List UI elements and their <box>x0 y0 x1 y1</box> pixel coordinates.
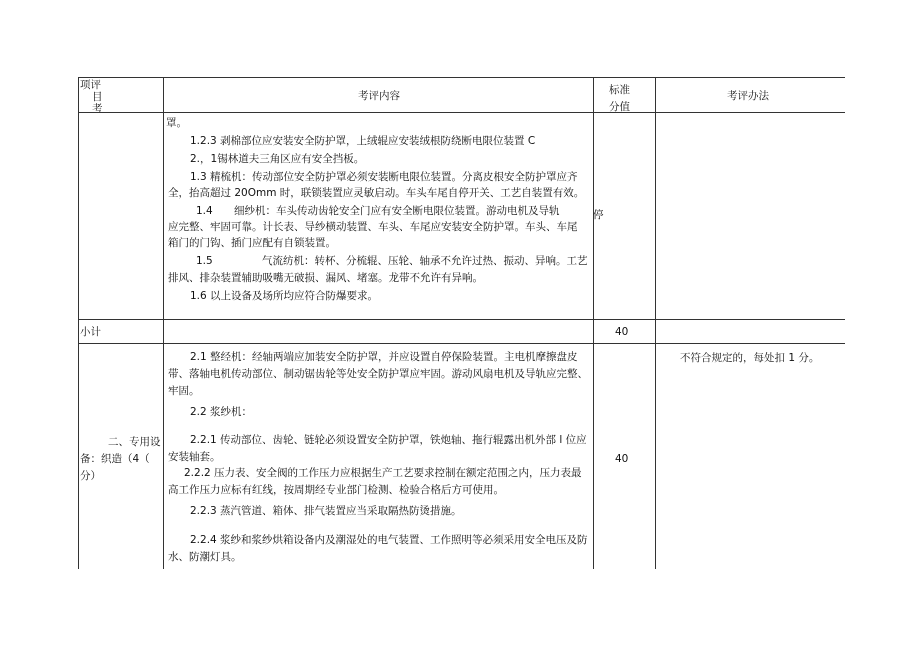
grid-col4-line <box>655 77 656 569</box>
row1-line: 1.2.3 剥棉部位应安装安全防护罩，上绒辊应安装绒根防绕断电限位装置 C <box>190 135 536 147</box>
grid-col3-line <box>593 77 594 569</box>
header-item-line-1: 项评 <box>80 79 101 91</box>
header-method: 考评办法 <box>727 90 769 102</box>
grid-top-line <box>78 77 845 78</box>
row1-line: 应完整、牢固可靠。计长表、导纱横动装置、车头、车尾应安装安全防护罩。车头、车尾 <box>168 221 578 233</box>
row1-line: 1.4 <box>196 205 213 217</box>
row1-line: 气流纺机：转杯、分梳辊、压轮、轴承不允许过热、振动、异响。工艺 <box>262 255 588 267</box>
subtotal-label: 小计 <box>80 326 101 338</box>
category-line: 备：织造（4（ <box>80 453 150 465</box>
row1-line: 排风、排杂装置辅助吸嘴无破损、漏风、堵塞。龙带不允许有异响。 <box>168 272 483 284</box>
row1-line: 1.3 精梳机：传动部位安全防护罩必须安装断电限位装置。分离皮根安全防护罩应齐 <box>190 171 578 183</box>
row1-line: 全，抬高超过 20Omm 时，联锁装置应灵敏启动。车头车尾自停开关、工艺自装置有效。 <box>168 187 585 199</box>
row1-line: 1.5 <box>196 255 213 267</box>
row1-line: 罩。 <box>166 117 187 129</box>
header-item-line-3: 考 <box>92 103 103 112</box>
content-paragraph: 2.2.4 浆纱和浆纱烘箱设备内及潮湿处的电气装置、工作照明等必须采用安全电压及防水、防潮灯具。 <box>168 534 588 563</box>
row1-line: 箱门的门钩、插门应配有自锁装置。 <box>168 237 336 249</box>
row3-score: 40 <box>615 453 629 465</box>
row1-line: 2.，1锡林道夫三角区应有安全挡板。 <box>190 153 365 165</box>
grid-subtotal-bottom-line <box>78 343 845 344</box>
content-paragraph: 2.2 浆纱机： <box>190 406 253 418</box>
grid-left-line <box>78 77 79 569</box>
header-score-line-1: 标准 <box>609 84 630 96</box>
content-paragraph: 2.2.3 蒸汽管道、箱体、排气装置应当采取隔热防烫措施。 <box>190 505 462 517</box>
subtotal-score: 40 <box>615 326 629 338</box>
header-content: 考评内容 <box>358 90 400 102</box>
header-item-line-2: 目 <box>92 91 103 103</box>
row1-score-fragment: 停 <box>593 209 604 221</box>
category-line: 二、专用设 <box>108 436 161 448</box>
grid-col2-line <box>163 77 164 569</box>
content-paragraph: 2.2.1 传动部位、齿轮、链轮必须设置安全防护罩，铁炮轴、拖行辊露出机外部 l 位应安装轴套。 <box>168 434 587 463</box>
content-paragraph: 2.2.2 压力表、安全阀的工作压力应根据生产工艺要求控制在额定范围之内，压力表最高工作压力应标有红线，按周期经专业部门检测、检验合格后方可使用。 <box>168 467 582 496</box>
content-paragraph: 2.1 整经机：经轴两端应加装安全防护罩，并应设置自停保险装置。主电机摩擦盘皮带、落轴电机传动部位、制动锯齿轮等处安全防护罩应牢固。游动风扇电机及导轨应完整、牢固。 <box>168 351 588 397</box>
row1-line: 1.6 以上设备及场所均应符合防爆要求。 <box>190 290 379 302</box>
row3-method: 不符合规定的，每处扣 1 分。 <box>680 352 820 364</box>
grid-subtotal-top-line <box>78 319 845 320</box>
grid-header-bottom-line <box>78 112 845 113</box>
category-line: 分） <box>80 470 101 482</box>
row1-line: 细纱机：车头传动齿轮安全门应有安全断电限位装置。游动电机及导轨 <box>234 205 560 217</box>
header-score-line-2: 分值 <box>609 101 630 113</box>
